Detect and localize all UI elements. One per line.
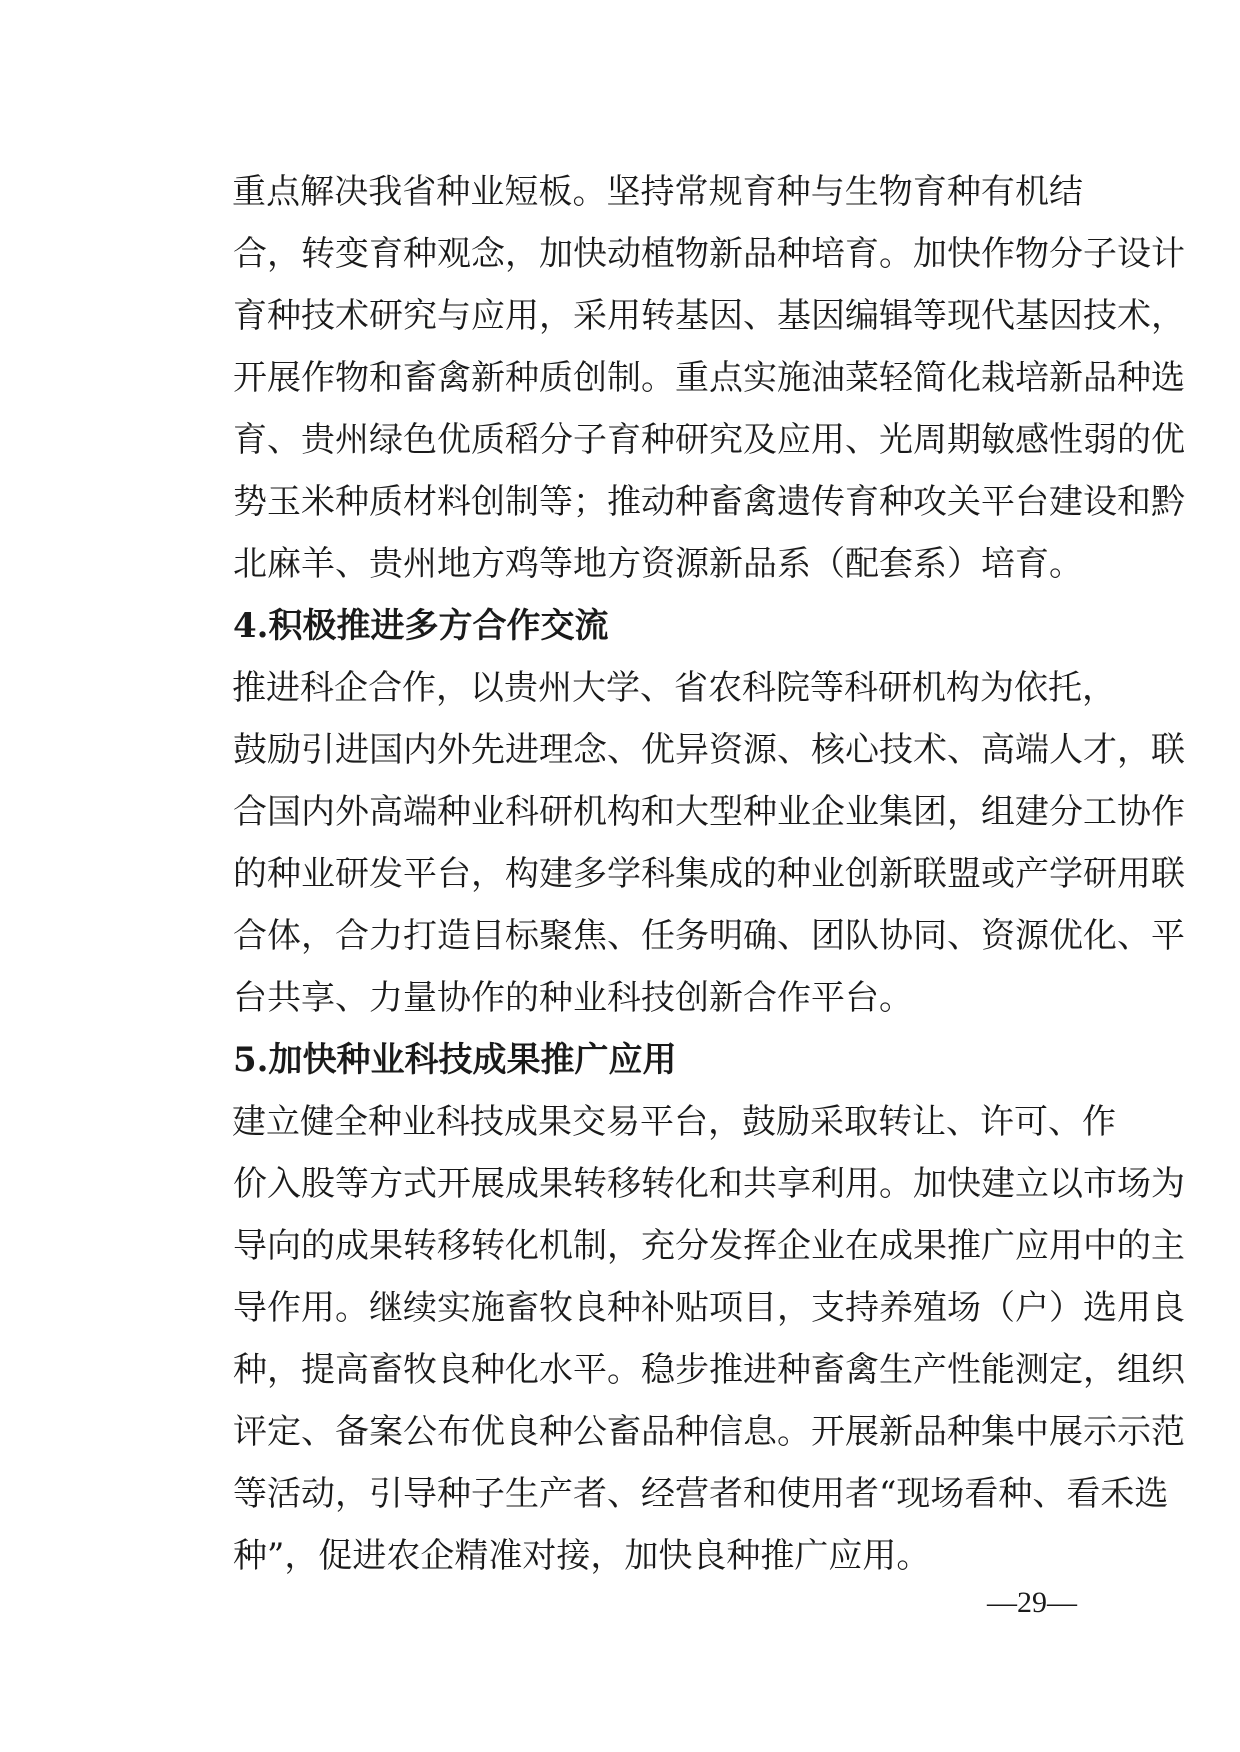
section-heading-5: 5.加快种业科技成果推广应用 (233, 1040, 677, 1080)
paragraph-3-line-4: 导作用。继续实施畜牧良种补贴项目，支持养殖场（户）选用良 (233, 1288, 1185, 1328)
paragraph-3-line-3: 导向的成果转移转化机制，充分发挥企业在成果推广应用中的主 (233, 1226, 1185, 1266)
paragraph-1-line-4: 开展作物和畜禽新种质创制。重点实施油菜轻简化栽培新品种选 (233, 358, 1185, 398)
paragraph-2-line-3: 合国内外高端种业科研机构和大型种业企业集团，组建分工协作 (233, 792, 1185, 832)
paragraph-2-line-1: 推进科企合作，以贵州大学、省农科院等科研机构为依托， (198, 668, 1116, 708)
paragraph-3-line-1: 建立健全种业科技成果交易平台，鼓励采取转让、许可、作 (198, 1102, 1116, 1142)
page-number: —29— (987, 1586, 1077, 1619)
paragraph-3-line-5: 种，提高畜牧良种化水平。稳步推进种畜禽生产性能测定，组织 (233, 1350, 1185, 1390)
paragraph-1-line-7: 北麻羊、贵州地方鸡等地方资源新品系（配套系）培育。 (233, 544, 1083, 584)
paragraph-1-line-2: 合，转变育种观念，加快动植物新品种培育。加快作物分子设计 (233, 234, 1185, 274)
paragraph-1-line-3: 育种技术研究与应用，采用转基因、基因编辑等现代基因技术， (233, 296, 1185, 336)
paragraph-2-line-5: 合体，合力打造目标聚焦、任务明确、团队协同、资源优化、平 (233, 916, 1185, 956)
paragraph-3-line-6: 评定、备案公布优良种公畜品种信息。开展新品种集中展示示范 (233, 1412, 1185, 1452)
paragraph-1-line-5: 育、贵州绿色优质稻分子育种研究及应用、光周期敏感性弱的优 (233, 420, 1185, 460)
paragraph-3-line-2: 价入股等方式开展成果转移转化和共享利用。加快建立以市场为 (233, 1164, 1185, 1204)
paragraph-3-line-7: 等活动，引导种子生产者、经营者和使用者“现场看种、看禾选 (233, 1474, 1169, 1514)
section-heading-4: 4.积极推进多方合作交流 (233, 606, 609, 646)
paragraph-1-line-6: 势玉米种质材料创制等；推动种畜禽遗传育种攻关平台建设和黔 (233, 482, 1185, 522)
paragraph-1-line-1: 重点解决我省种业短板。坚持常规育种与生物育种有机结 (198, 172, 1083, 212)
paragraph-2-line-2: 鼓励引进国内外先进理念、优异资源、核心技术、高端人才，联 (233, 730, 1185, 770)
paragraph-2-line-4: 的种业研发平台，构建多学科集成的种业创新联盟或产学研用联 (233, 854, 1185, 894)
paragraph-2-line-6: 台共享、力量协作的种业科技创新合作平台。 (233, 978, 913, 1018)
paragraph-3-line-8: 种”，促进农企精准对接，加快良种推广应用。 (233, 1536, 931, 1576)
